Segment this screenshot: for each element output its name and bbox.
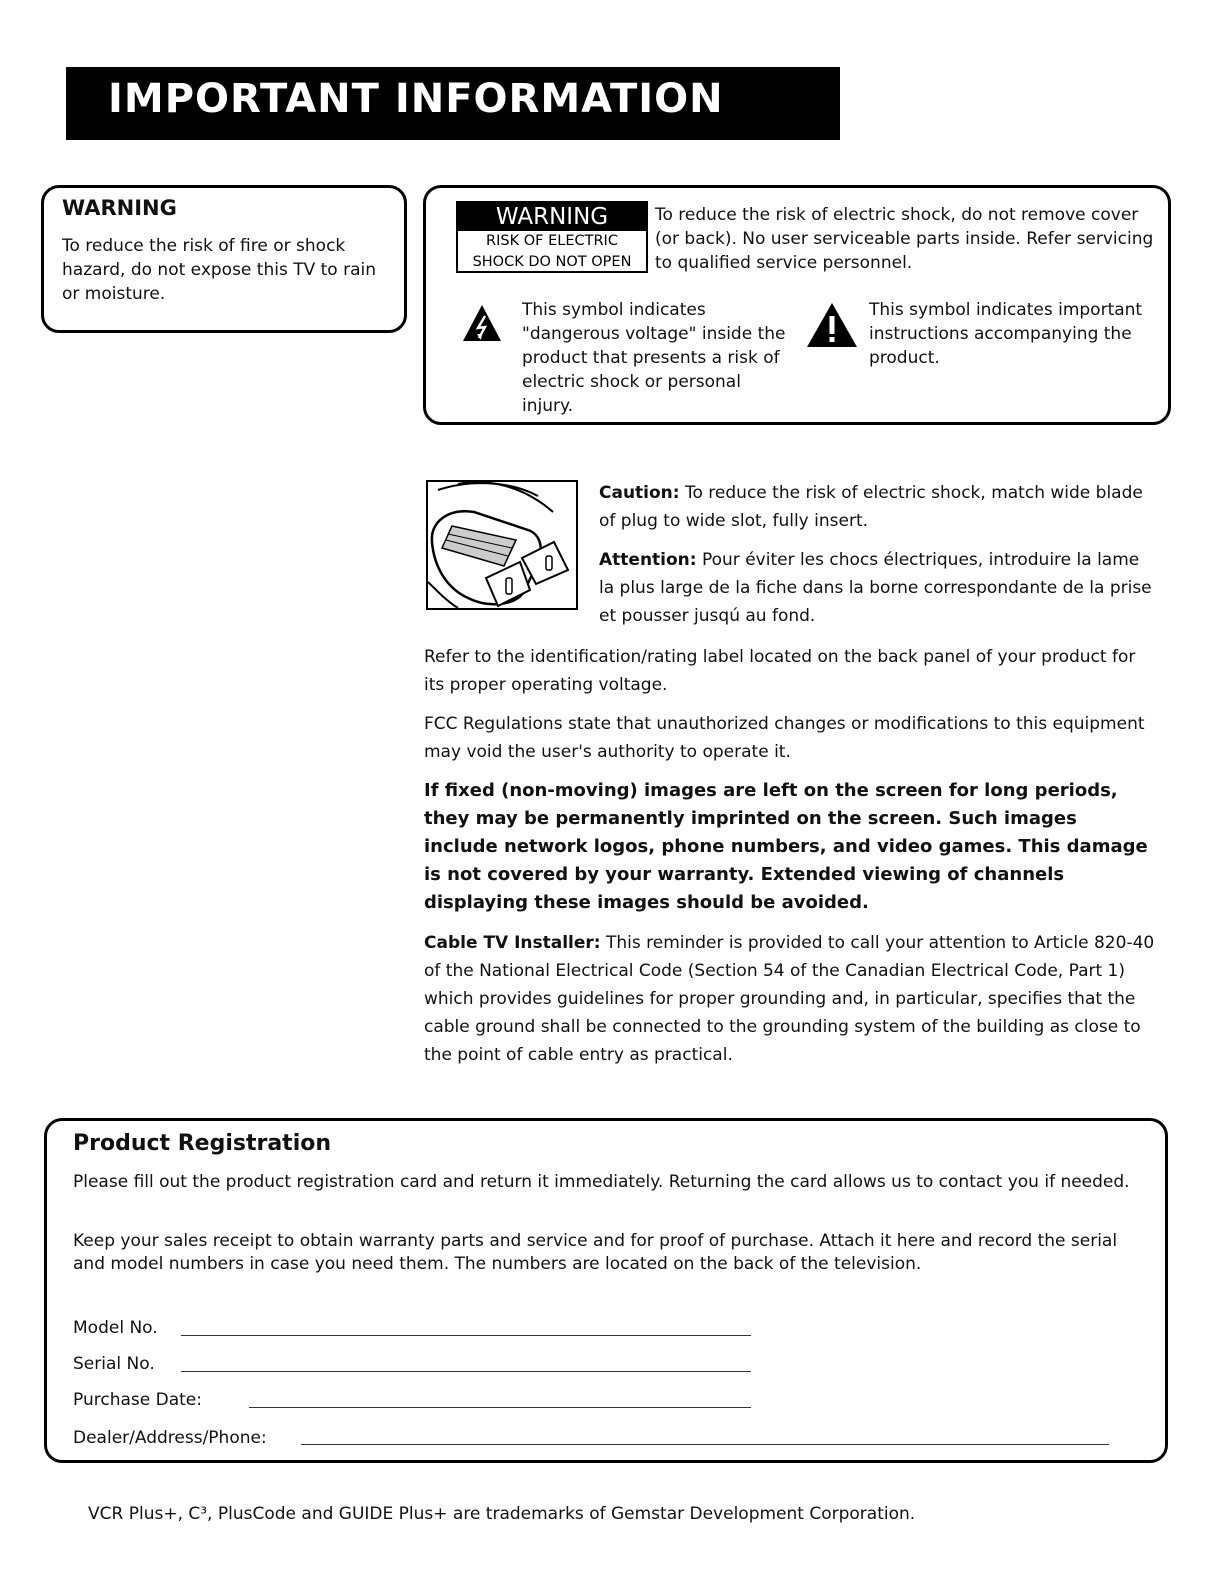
- serial-no-label: Serial No.: [73, 1354, 155, 1374]
- trademark-footer: VCR Plus+, C³, PlusCode and GUIDE Plus+ are trademarks of Gemstar Development Corporation.: [88, 1504, 916, 1524]
- exclamation-warning-icon: [806, 302, 858, 348]
- purchase-date-line[interactable]: [249, 1407, 751, 1408]
- purchase-date-label: Purchase Date:: [73, 1390, 202, 1410]
- cable-installer-paragraph: [424, 929, 1159, 1069]
- caution-label: Caution:: [599, 483, 680, 503]
- cable-installer-label: Cable TV Installer:: [424, 933, 601, 953]
- model-no-label: Model No.: [73, 1318, 158, 1338]
- dangerous-voltage-icon: [462, 304, 502, 342]
- voltage-symbol-text: This symbol indicates "dangerous voltage" inside the product that presents a risk of electric shock or personal injury.: [522, 300, 786, 416]
- registration-para1: Please fill out the product registration card and return it immediately. Returning the card allows us to contact you if needed.: [73, 1172, 1130, 1192]
- warning-box-shock: [423, 185, 1171, 425]
- registration-para2: Keep your sales receipt to obtain warranty parts and service and for proof of purchase. Attach it here and record the serial and model numbers in case you need them. The numbers are located on the back of the television.: [73, 1231, 1118, 1274]
- dealer-label: Dealer/Address/Phone:: [73, 1428, 267, 1448]
- dealer-line[interactable]: [301, 1444, 1109, 1445]
- fcc-paragraph: FCC Regulations state that unauthorized changes or modifications to this equipment may void the user's authority to operate it.: [424, 714, 1145, 762]
- cable-installer-text: This reminder is provided to call your attention to Article 820-40 of the National Electrical Code (Section 54 of the Canadian Electrical Code, Part 1) which provides guidelines for proper grounding and, in particular, specifies that the cable ground shall be connected to the grounding system of the building as close to the point of cable entry as practical.: [424, 933, 1155, 1065]
- registration-heading: Product Registration: [73, 1131, 332, 1156]
- product-registration-box: [44, 1118, 1168, 1463]
- plug-illustration: [426, 480, 578, 610]
- warning-shock-text: To reduce the risk of electric shock, do not remove cover (or back). No user serviceable parts inside. Refer servicing to qualified service personnel.: [655, 205, 1154, 273]
- rating-label-paragraph: Refer to the identification/rating label located on the back panel of your product for its proper operating voltage.: [424, 647, 1136, 695]
- instructions-symbol-text: This symbol indicates important instructions accompanying the product.: [869, 300, 1143, 368]
- warning-heading: WARNING: [62, 196, 177, 220]
- caution-paragraph: [599, 479, 1159, 535]
- page-title: IMPORTANT INFORMATION: [108, 76, 724, 122]
- warning-label-line1: RISK OF ELECTRIC: [486, 233, 618, 249]
- warning-label: [456, 201, 648, 273]
- page-title-bar: [66, 67, 840, 140]
- fixed-images-warning: If fixed (non-moving) images are left on the screen for long periods, they may be permanently imprinted on the screen. Such images include network logos, phone numbers, and video games. This damage is not covered by your warranty. Extended viewing of channels displaying these images should be avoided.: [424, 780, 1148, 913]
- attention-text: Pour éviter les chocs électriques, introduire la lame la plus large de la fiche dans la borne correspondante de la prise et pousser jusqú au fond.: [599, 550, 1152, 626]
- warning-label-heading: WARNING: [458, 203, 646, 231]
- model-no-line[interactable]: [181, 1335, 751, 1336]
- serial-no-line[interactable]: [181, 1371, 751, 1372]
- warning-moisture-text: To reduce the risk of fire or shock hazard, do not expose this TV to rain or moisture.: [62, 236, 377, 304]
- polarized-plug-icon: [428, 482, 576, 608]
- warning-label-line2: SHOCK DO NOT OPEN: [472, 254, 632, 270]
- attention-paragraph: [599, 546, 1159, 630]
- caution-text: To reduce the risk of electric shock, match wide blade of plug to wide slot, fully insert.: [599, 483, 1143, 531]
- attention-label: Attention:: [599, 550, 697, 570]
- warning-box-moisture: [41, 185, 407, 333]
